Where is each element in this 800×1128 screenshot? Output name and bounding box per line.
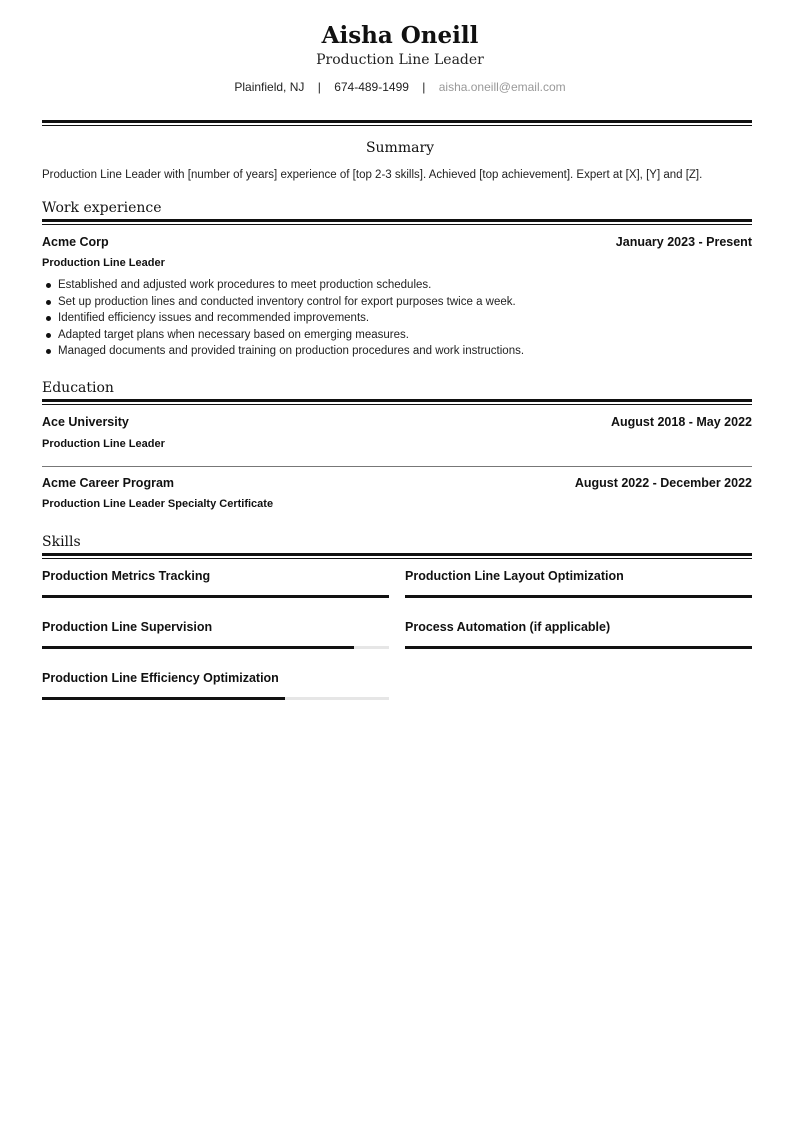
candidate-title: Production Line Leader xyxy=(316,52,484,68)
skill-level-track xyxy=(405,595,752,598)
skill-level-track xyxy=(42,595,389,598)
job-dates: January 2023 - Present xyxy=(615,235,752,249)
education-heading: Education xyxy=(42,380,114,396)
summary-heading: Summary xyxy=(365,140,435,156)
skill-item xyxy=(42,620,389,634)
education-item-divider xyxy=(42,466,752,467)
job-company: Acme Corp xyxy=(42,235,109,249)
education-degree: Production Line Leader Specialty Certificate xyxy=(42,498,274,510)
skill-level-track xyxy=(42,697,389,700)
education-school: Acme Career Program xyxy=(42,476,175,490)
candidate-name: Aisha Oneill xyxy=(321,22,479,49)
job-bullet: Identified efficiency issues and recommended improvements. xyxy=(42,310,752,327)
job-bullet: Adapted target plans when necessary based on emerging measures. xyxy=(42,327,752,344)
section-divider-thin xyxy=(42,404,752,405)
skill-level-fill xyxy=(42,697,285,700)
location-text: Plainfield, NJ xyxy=(234,80,305,94)
job-bullet-list xyxy=(42,277,752,360)
phone-text: 674-489-1499 xyxy=(334,80,409,94)
skill-item xyxy=(42,671,389,685)
summary-text: Production Line Leader with [number of years] experience of [top 2-3 skills]. Achieved [top achievement]. Expert at [X], [Y] and [Z]. xyxy=(42,169,703,181)
skill-item xyxy=(42,569,389,583)
job-bullet: Managed documents and provided training on production procedures and work instructions. xyxy=(42,343,752,360)
header-divider-thick xyxy=(42,120,752,123)
contact-line xyxy=(0,80,800,94)
skill-level-fill xyxy=(42,646,354,649)
skill-level-fill xyxy=(405,595,752,598)
skill-level-track xyxy=(42,646,389,649)
work-experience-heading: Work experience xyxy=(42,200,162,216)
contact-separator: | xyxy=(422,80,426,94)
education-dates: August 2022 - December 2022 xyxy=(574,476,752,490)
education-degree: Production Line Leader xyxy=(42,438,165,450)
section-divider-thin xyxy=(42,224,752,225)
skill-name: Production Line Supervision xyxy=(42,620,213,634)
header-divider-thin xyxy=(42,125,752,126)
job-bullet: Set up production lines and conducted inventory control for export purposes twice a week. xyxy=(42,294,752,311)
skill-level-fill xyxy=(405,646,752,649)
education-school: Ace University xyxy=(42,415,129,429)
section-divider-thick xyxy=(42,219,752,222)
job-bullet: Established and adjusted work procedures to meet production schedules. xyxy=(42,277,752,294)
skill-name: Production Line Efficiency Optimization xyxy=(42,671,279,685)
skill-level-fill xyxy=(42,595,389,598)
skill-item xyxy=(405,620,752,634)
section-divider-thin xyxy=(42,558,752,559)
job-role: Production Line Leader xyxy=(42,257,165,269)
skill-level-track xyxy=(405,646,752,649)
section-divider-thick xyxy=(42,553,752,556)
skill-name: Production Line Layout Optimization xyxy=(405,569,624,583)
section-divider-thick xyxy=(42,399,752,402)
skill-item xyxy=(405,569,752,583)
contact-separator: | xyxy=(317,80,321,94)
skills-heading: Skills xyxy=(42,534,81,550)
email-link[interactable]: aisha.oneill@email.com xyxy=(438,80,566,94)
education-dates: August 2018 - May 2022 xyxy=(610,415,752,429)
skill-name: Process Automation (if applicable) xyxy=(405,620,611,634)
skill-name: Production Metrics Tracking xyxy=(42,569,211,583)
